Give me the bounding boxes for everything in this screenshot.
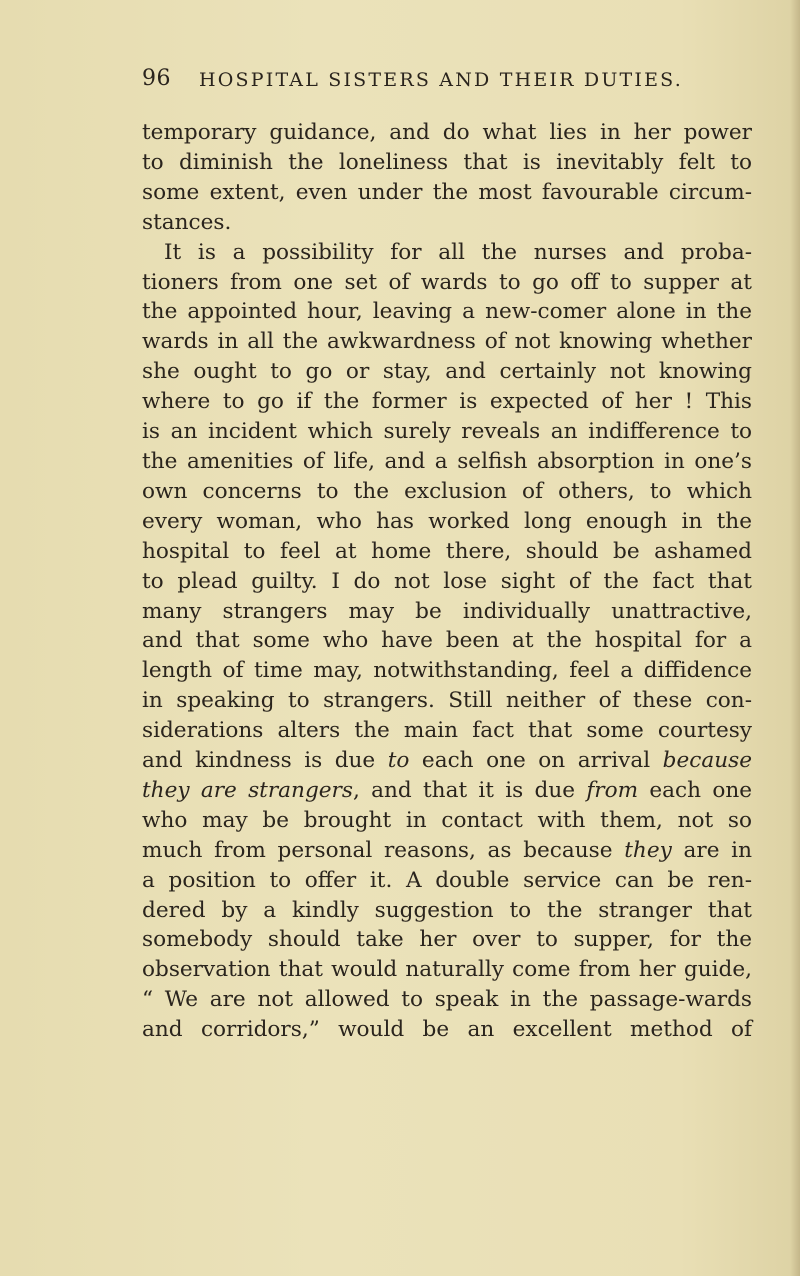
text-line	[142, 268, 752, 298]
text-segment: in speaking to strangers. Still neither of these con-	[142, 688, 752, 714]
text-line	[142, 507, 752, 537]
text-line	[142, 836, 752, 866]
text-line	[142, 447, 752, 477]
text-line	[142, 866, 752, 896]
text-line	[142, 297, 752, 327]
text-segment: to plead guilty. I do not lose sight of the fact that	[142, 568, 752, 594]
text-line	[142, 537, 752, 567]
italic-text-segment: they are strangers	[142, 777, 353, 803]
text-segment: each one	[638, 777, 753, 803]
italic-text-segment: because	[662, 748, 752, 774]
text-line	[142, 238, 752, 268]
text-segment: dered by a kindly suggestion to the stranger that	[142, 897, 752, 923]
text-line	[142, 955, 752, 985]
text-segment: “ We are not allowed to speak in the passage-wards	[142, 987, 752, 1013]
text-line	[142, 626, 752, 656]
text-segment: some extent, even under the most favourable circum-	[142, 179, 752, 205]
text-line	[142, 896, 752, 926]
text-segment: stances.	[142, 209, 232, 235]
text-line	[142, 746, 752, 776]
text-segment: the appointed hour, leaving a new-comer alone in the	[142, 299, 752, 325]
text-segment: wards in all the awkwardness of not knowing whether	[142, 329, 752, 355]
text-line	[142, 148, 752, 178]
text-segment: and that some who have been at the hospital for a	[142, 628, 752, 654]
text-line	[142, 178, 752, 208]
text-line	[142, 477, 752, 507]
text-segment: she ought to go or stay, and certainly not knowing	[142, 359, 752, 385]
text-segment: tioners from one set of wards to go off to supper at	[142, 269, 752, 295]
text-segment: the amenities of life, and a selfish absorption in one’s	[142, 448, 752, 474]
text-segment: who may be brought in contact with them, not so	[142, 807, 752, 833]
text-line	[142, 1015, 752, 1045]
text-segment: where to go if the former is expected of her ! This	[142, 389, 752, 415]
text-line	[142, 716, 752, 746]
text-line	[142, 656, 752, 686]
text-line	[142, 985, 752, 1015]
text-line	[142, 387, 752, 417]
text-segment: hospital to feel at home there, should be ashamed	[142, 538, 752, 564]
text-line	[142, 417, 752, 447]
text-line	[142, 776, 752, 806]
text-segment: own concerns to the exclusion of others, to which	[142, 478, 752, 504]
text-segment: many strangers may be individually unattractive,	[142, 598, 752, 624]
text-line	[142, 925, 752, 955]
text-line	[142, 567, 752, 597]
text-segment: to diminish the loneliness that is inevitably felt to	[142, 149, 752, 175]
text-segment: are in	[671, 837, 752, 863]
body-text	[142, 118, 752, 1045]
text-segment: length of time may, notwithstanding, feel a diffidence	[142, 658, 752, 684]
text-line	[142, 208, 752, 238]
italic-text-segment: from	[586, 777, 639, 803]
text-segment: siderations alters the main fact that some courtesy	[142, 718, 752, 744]
text-segment: every woman, who has worked long enough in the	[142, 508, 752, 534]
italic-text-segment: to	[387, 748, 410, 774]
text-line	[142, 327, 752, 357]
text-line	[142, 806, 752, 836]
text-segment: , and that it is due	[352, 777, 587, 803]
text-line	[142, 357, 752, 387]
page-number: 96	[142, 66, 171, 91]
text-segment: is an incident which surely reveals an indifference to	[142, 419, 752, 445]
text-line	[142, 597, 752, 627]
italic-text-segment: they	[624, 837, 672, 863]
text-segment: and corridors,” would be an excellent method of	[142, 1017, 752, 1043]
text-segment: somebody should take her over to supper, for the	[142, 927, 752, 953]
text-segment: and kindness is due	[142, 748, 388, 774]
text-segment: temporary guidance, and do what lies in her power	[142, 120, 752, 145]
page-header	[142, 64, 742, 94]
text-line	[142, 686, 752, 716]
text-segment: It is a possibility for all the nurses and proba-	[164, 239, 752, 265]
running-head: HOSPITAL SISTERS AND THEIR DUTIES.	[199, 69, 683, 91]
text-segment: much from personal reasons, as because	[142, 837, 625, 863]
text-segment: observation that would naturally come from her guide,	[142, 957, 752, 983]
page-edge-shadow	[790, 0, 800, 1276]
text-segment: a position to offer it. A double service can be ren-	[142, 867, 752, 893]
text-segment: each one on arrival	[409, 748, 663, 774]
text-line	[142, 118, 752, 148]
